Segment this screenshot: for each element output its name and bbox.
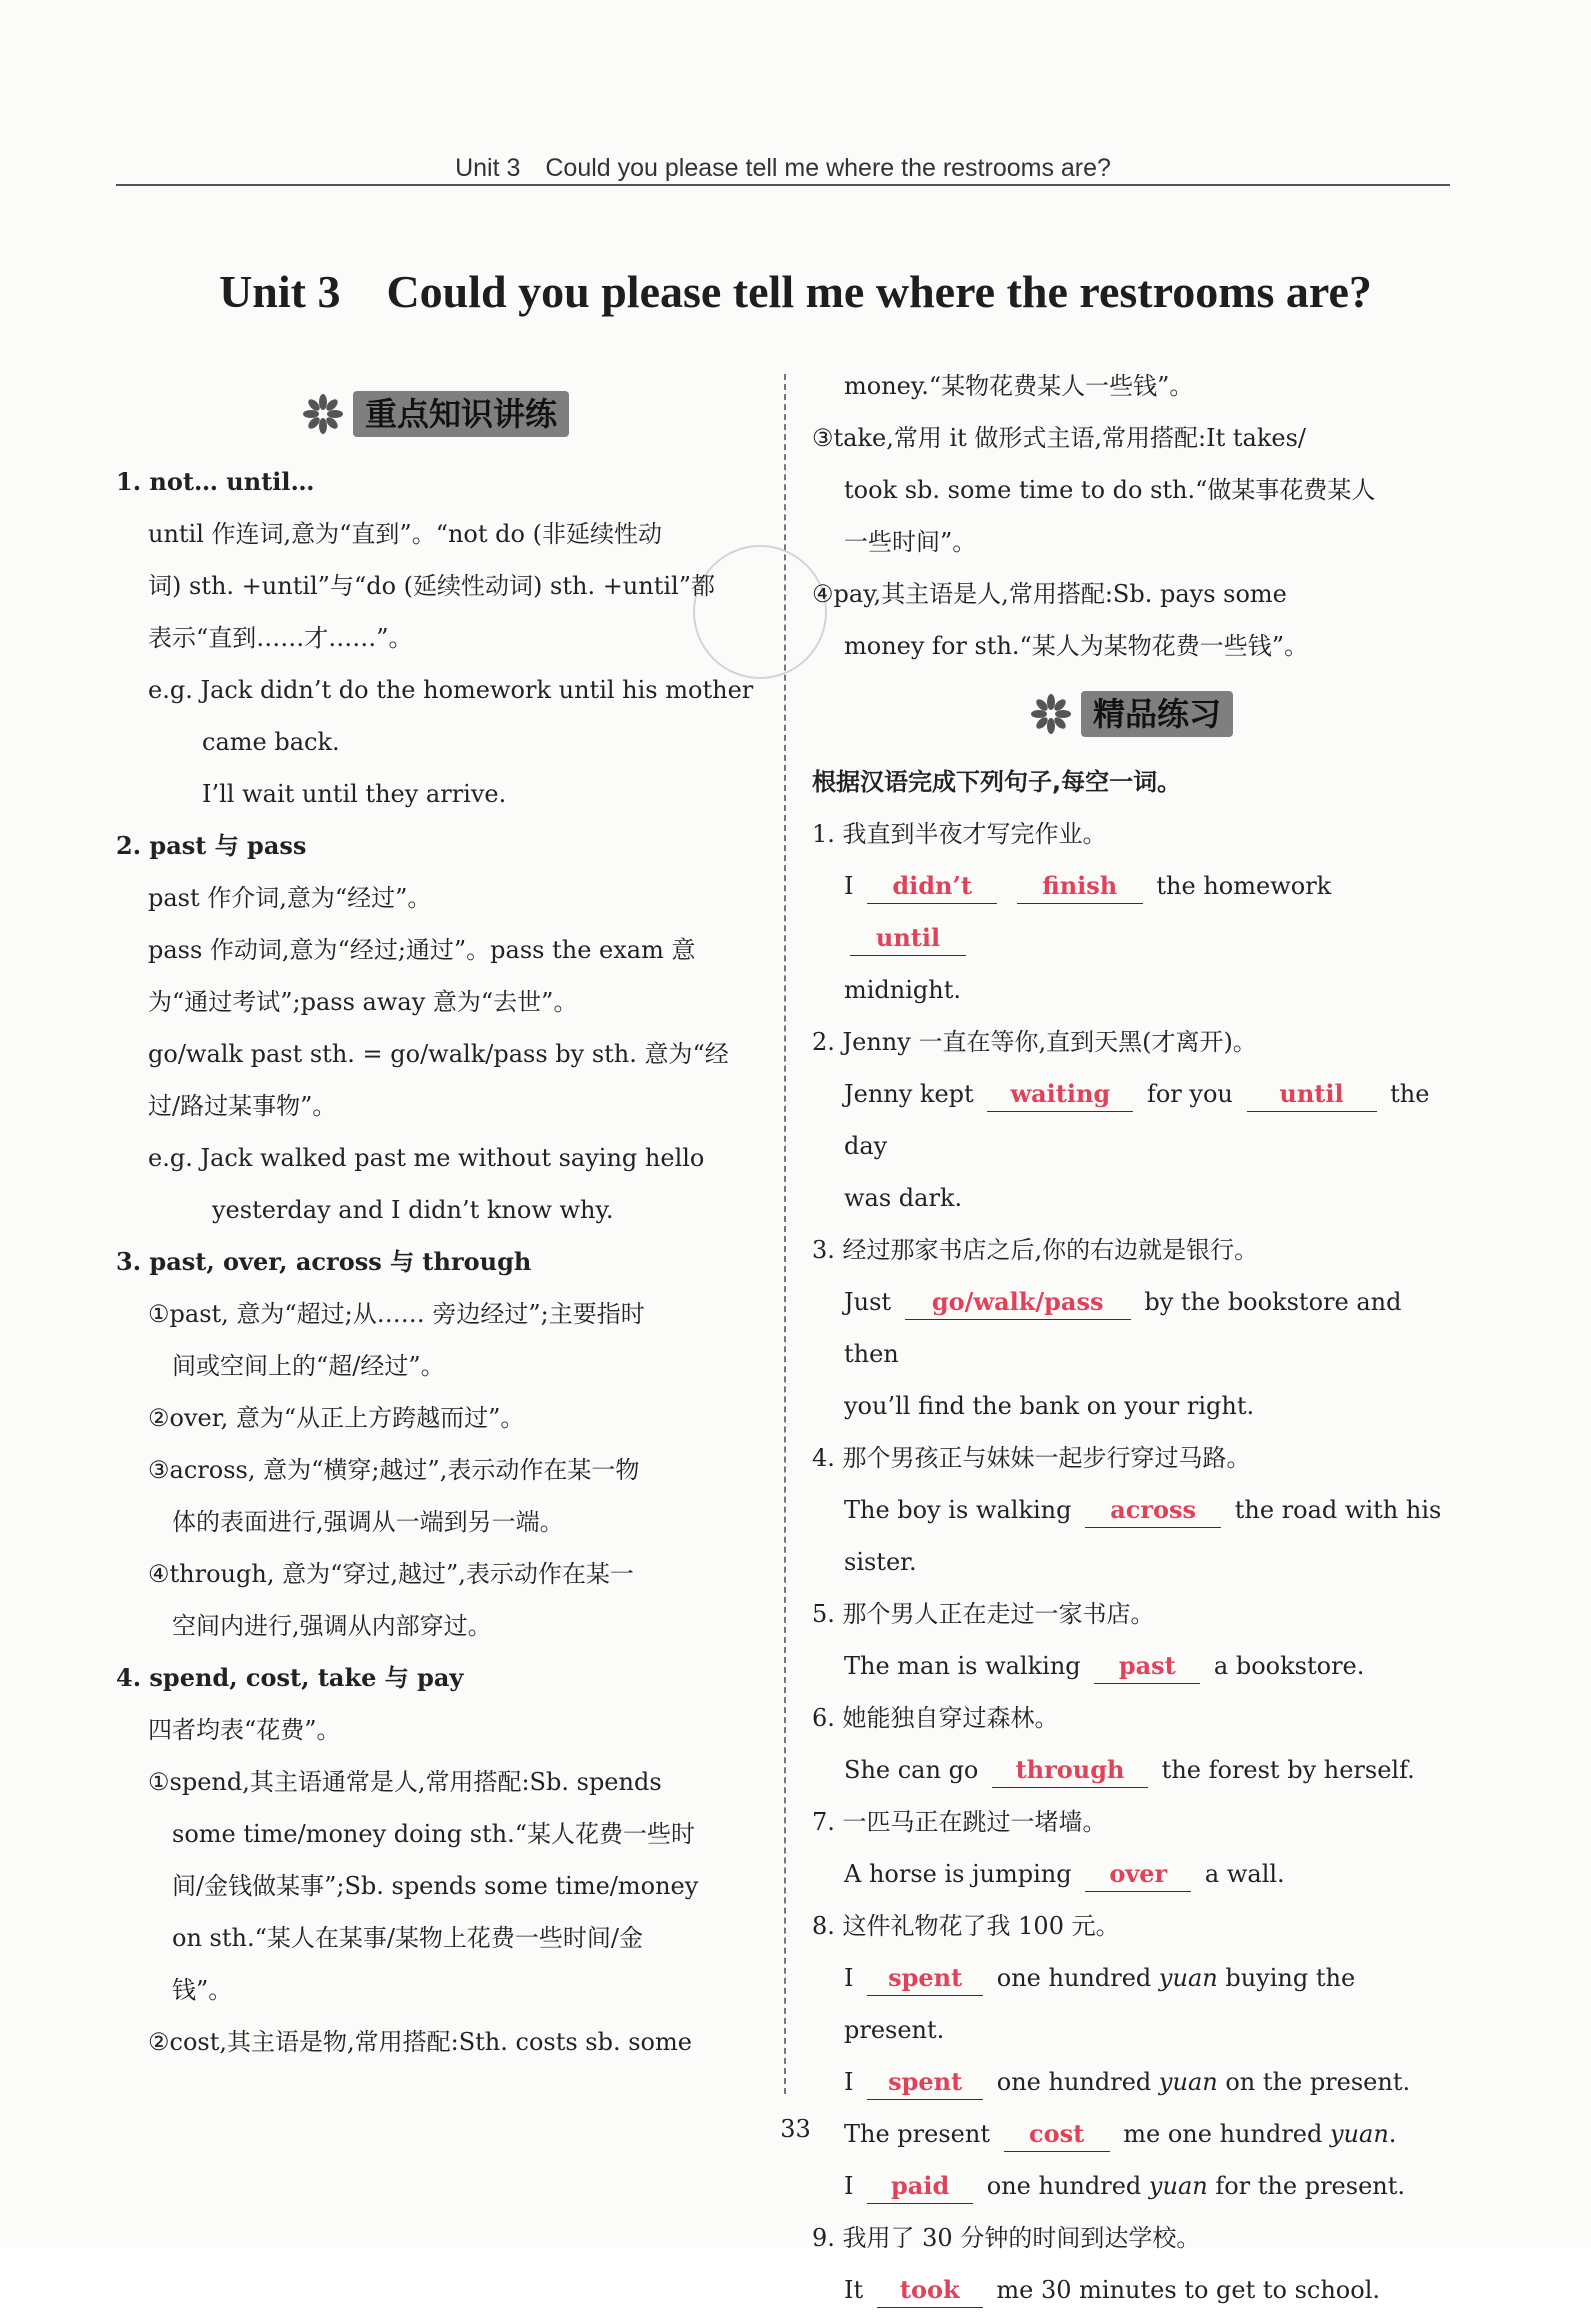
text-line: ②cost,其主语是物,常用搭配:Sth. costs sb. some bbox=[148, 2028, 692, 2056]
item-heading: 1. not… until… bbox=[116, 467, 315, 496]
answer-text: I bbox=[844, 2172, 854, 2200]
answer-text: by the bookstore and then bbox=[844, 1288, 1402, 1368]
answer-line: you’ll find the bank on your right. bbox=[844, 1392, 1255, 1420]
answer-text: Just bbox=[844, 1288, 892, 1316]
answer-text: I bbox=[844, 2068, 854, 2096]
answer-blank[interactable]: finish bbox=[1017, 869, 1143, 904]
section-tag: 重点知识讲练 bbox=[353, 391, 569, 437]
answer-line: sister. bbox=[844, 1548, 917, 1576]
answer-line: was dark. bbox=[844, 1184, 963, 1212]
answer-blank[interactable]: go/walk/pass bbox=[905, 1285, 1131, 1320]
answer-text: yuan bbox=[1158, 2068, 1218, 2096]
item-heading: 4. spend, cost, take 与 pay bbox=[116, 1663, 464, 1692]
text-line: some time/money doing sth.“某人花费一些时 bbox=[172, 1820, 696, 1848]
answer-text: the day bbox=[844, 1080, 1430, 1160]
answer-blank[interactable]: waiting bbox=[987, 1077, 1133, 1112]
unit-title: Unit 3 Could you please tell me where the restrooms are? bbox=[219, 266, 1372, 317]
answer-text: the forest by herself. bbox=[1161, 1756, 1415, 1784]
question-prompt: 1. 我直到半夜才写完作业。 bbox=[812, 820, 1107, 848]
text-line: ③take,常用 it 做形式主语,常用搭配:It takes/ bbox=[812, 424, 1306, 452]
example-line: came back. bbox=[202, 728, 340, 756]
question-prompt: 3. 经过那家书店之后,你的右边就是银行。 bbox=[812, 1236, 1259, 1264]
text-line: ②over, 意为“从正上方跨越而过”。 bbox=[148, 1404, 525, 1432]
text-line: ④pay,其主语是人,常用搭配:Sb. pays some bbox=[812, 580, 1287, 608]
answer-line bbox=[812, 860, 1452, 964]
answer-text: one hundred bbox=[996, 2068, 1152, 2096]
answer-text: She can go bbox=[844, 1756, 979, 1784]
example-line: e.g. Jack walked past me without saying hello bbox=[148, 1144, 705, 1172]
answer-text: a wall. bbox=[1204, 1860, 1285, 1888]
answer-text: the road with his bbox=[1234, 1496, 1442, 1524]
text-line: ①spend,其主语通常是人,常用搭配:Sb. spends bbox=[148, 1768, 662, 1796]
answer-text: It bbox=[844, 2276, 864, 2304]
answer-blank[interactable]: through bbox=[992, 1753, 1148, 1788]
text-line: ③across, 意为“横穿;越过”,表示动作在某一物 bbox=[148, 1456, 640, 1484]
text-line: pass 作动词,意为“经过;通过”。pass the exam 意 bbox=[148, 936, 696, 964]
text-line: 间/金钱做某事”;Sb. spends some time/money bbox=[172, 1872, 699, 1900]
answer-blank[interactable]: past bbox=[1094, 1649, 1200, 1684]
question-prompt: 9. 我用了 30 分钟的时间到达学校。 bbox=[812, 2224, 1201, 2252]
answer-blank[interactable]: spent bbox=[867, 1961, 983, 1996]
answer-text: one hundred bbox=[986, 2172, 1142, 2200]
text-line: 空间内进行,强调从内部穿过。 bbox=[172, 1612, 492, 1640]
answer-line bbox=[812, 2264, 1452, 2316]
text-line: 体的表面进行,强调从一端到另一端。 bbox=[172, 1508, 564, 1536]
answer-line bbox=[812, 2160, 1452, 2212]
answer-text: on the present. bbox=[1225, 2068, 1411, 2096]
example-line: yesterday and I didn’t know why. bbox=[212, 1196, 614, 1224]
section-tag: 精品练习 bbox=[1081, 691, 1233, 737]
answer-text: the homework bbox=[1156, 872, 1332, 900]
answer-text: me 30 minutes to get to school. bbox=[996, 2276, 1381, 2304]
text-line: past 作介词,意为“经过”。 bbox=[148, 884, 432, 912]
answer-text: The boy is walking bbox=[844, 1496, 1072, 1524]
answer-line bbox=[812, 1276, 1452, 1380]
right-column bbox=[812, 360, 1452, 2316]
text-line: 词) sth. +until”与“do (延续性动词) sth. +until”都 bbox=[148, 572, 715, 600]
answer-text: one hundred bbox=[996, 1964, 1152, 1992]
running-header: Unit 3 Could you please tell me where the restrooms are? bbox=[455, 154, 1111, 182]
answer-line: midnight. bbox=[844, 976, 962, 1004]
answer-text: for the present. bbox=[1215, 2172, 1405, 2200]
answer-text: Jenny kept bbox=[844, 1080, 974, 1108]
instruction: 根据汉语完成下列句子,每空一词。 bbox=[812, 768, 1182, 796]
answer-blank[interactable]: didn’t bbox=[867, 869, 997, 904]
question-prompt: 4. 那个男孩正与妹妹一起步行穿过马路。 bbox=[812, 1444, 1251, 1472]
flower-icon bbox=[303, 394, 343, 434]
item-heading: 3. past, over, across 与 through bbox=[116, 1247, 532, 1276]
answer-text: A horse is jumping bbox=[844, 1860, 1072, 1888]
answer-text: a bookstore. bbox=[1213, 1652, 1365, 1680]
left-column bbox=[116, 372, 756, 2068]
answer-blank[interactable]: across bbox=[1085, 1493, 1221, 1528]
question-prompt: 5. 那个男人正在走过一家书店。 bbox=[812, 1600, 1155, 1628]
text-line: 钱”。 bbox=[172, 1976, 233, 2004]
answer-text: The man is walking bbox=[844, 1652, 1081, 1680]
answer-text: buying the present. bbox=[844, 1964, 1356, 2044]
answer-line bbox=[812, 1744, 1452, 1796]
question-prompt: 2. Jenny 一直在等你,直到天黑(才离开)。 bbox=[812, 1028, 1257, 1056]
answer-blank[interactable]: took bbox=[877, 2273, 983, 2308]
text-line: money for sth.“某人为某物花费一些钱”。 bbox=[844, 632, 1309, 660]
question-prompt: 7. 一匹马正在跳过一堵墙。 bbox=[812, 1808, 1107, 1836]
text-line: 表示“直到……才……”。 bbox=[148, 624, 413, 652]
answer-text: yuan bbox=[1158, 1964, 1218, 1992]
text-line: 四者均表“花费”。 bbox=[148, 1716, 341, 1744]
answer-text: for you bbox=[1146, 1080, 1233, 1108]
page-number: 33 bbox=[780, 2115, 811, 2143]
answer-blank[interactable]: spent bbox=[867, 2065, 983, 2100]
header-rule bbox=[116, 184, 1450, 186]
item-heading: 2. past 与 pass bbox=[116, 831, 307, 860]
answer-line bbox=[812, 2056, 1452, 2108]
question-prompt: 8. 这件礼物花了我 100 元。 bbox=[812, 1912, 1120, 1940]
text-line: go/walk past sth. = go/walk/pass by sth. 意为“经 bbox=[148, 1040, 729, 1068]
answer-text: me one hundred bbox=[1123, 2120, 1323, 2148]
text-line: on sth.“某人在某事/某物上花费一些时间/金 bbox=[172, 1924, 644, 1952]
text-line: took sb. some time to do sth.“做某事花费某人 bbox=[844, 476, 1376, 504]
text-line: 过/路过某事物”。 bbox=[148, 1092, 337, 1120]
answer-text: . bbox=[1388, 2120, 1397, 2148]
flower-icon bbox=[1031, 694, 1071, 734]
answer-text: I bbox=[844, 1964, 854, 1992]
answer-blank[interactable]: until bbox=[1247, 1077, 1377, 1112]
example-line: I’ll wait until they arrive. bbox=[202, 780, 507, 808]
text-line: 一些时间”。 bbox=[844, 528, 977, 556]
text-line: money.“某物花费某人一些钱”。 bbox=[844, 372, 1194, 400]
text-line: until 作连词,意为“直到”。“not do (非延续性动 bbox=[148, 520, 662, 548]
answer-blank[interactable]: cost bbox=[1004, 2117, 1110, 2152]
answer-text: I bbox=[844, 872, 854, 900]
answer-line bbox=[812, 1640, 1452, 1692]
question-prompt: 6. 她能独自穿过森林。 bbox=[812, 1704, 1059, 1732]
answer-line bbox=[812, 1848, 1452, 1900]
text-line: ①past, 意为“超过;从…… 旁边经过”;主要指时 bbox=[148, 1300, 645, 1328]
answer-text: yuan bbox=[1330, 2120, 1389, 2148]
answer-blank[interactable]: paid bbox=[867, 2169, 973, 2204]
text-line: 间或空间上的“超/经过”。 bbox=[172, 1352, 445, 1380]
answer-text: The present bbox=[844, 2120, 990, 2148]
section-heading-practice bbox=[812, 672, 1452, 756]
example-line: e.g. Jack didn’t do the homework until his mother bbox=[148, 676, 754, 704]
answer-blank[interactable]: over bbox=[1085, 1857, 1191, 1892]
text-line: ④through, 意为“穿过,越过”,表示动作在某一 bbox=[148, 1560, 634, 1588]
answer-line bbox=[812, 1484, 1452, 1536]
answer-line bbox=[812, 1068, 1452, 1172]
section-heading-key-points bbox=[116, 372, 756, 456]
answer-blank[interactable]: until bbox=[850, 921, 966, 956]
answer-line bbox=[812, 1952, 1452, 2056]
answer-text: yuan bbox=[1148, 2172, 1208, 2200]
text-line: 为“通过考试”;pass away 意为“去世”。 bbox=[148, 988, 578, 1016]
